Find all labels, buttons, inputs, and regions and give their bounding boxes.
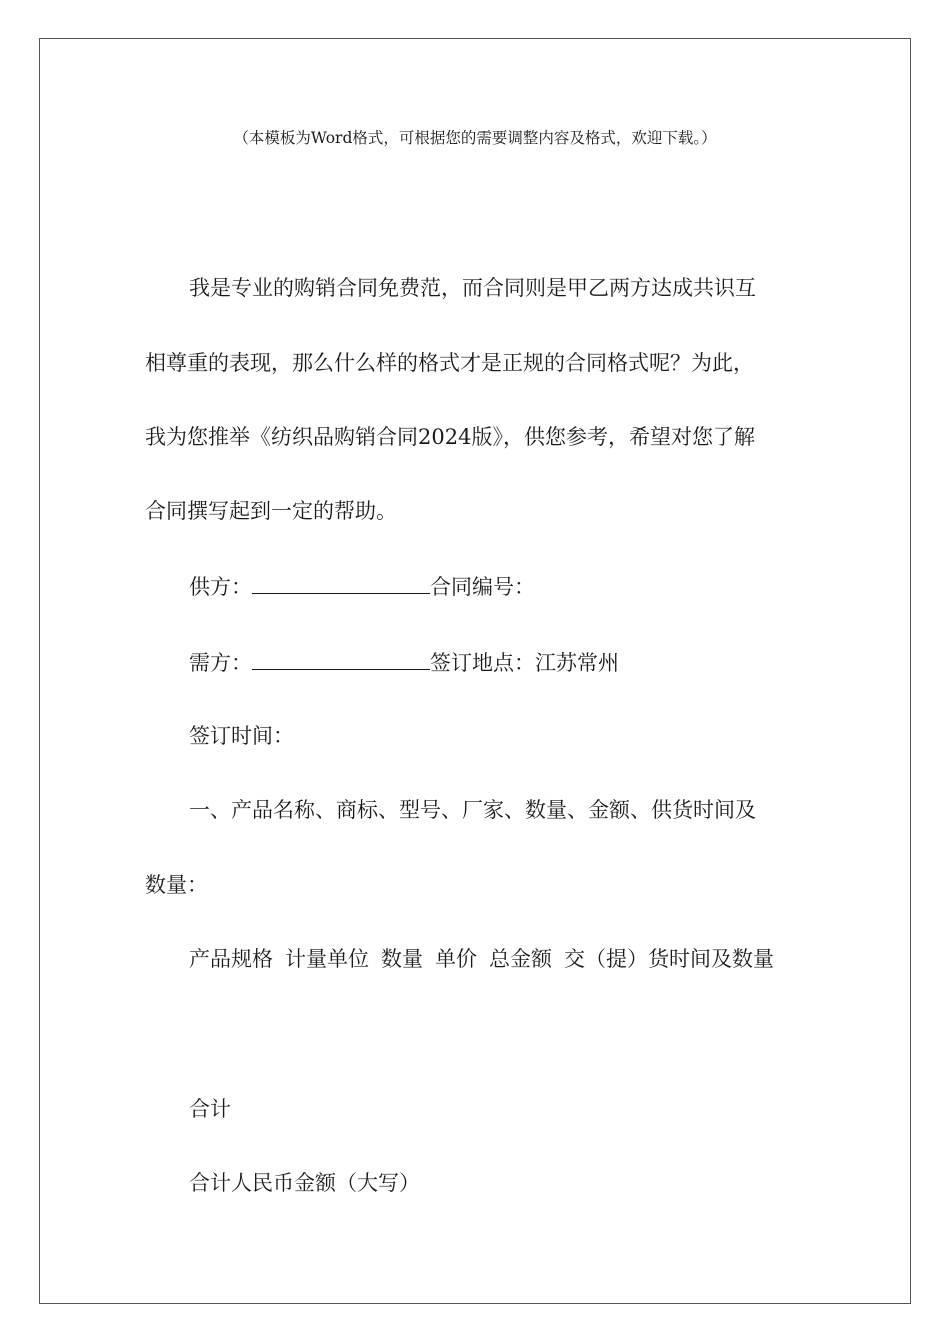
- sign-place-label: 签订地点：江苏常州: [430, 651, 619, 675]
- intro-line-3: 我为您推举《纺织品购销合同2024版》，供您参考，希望对您了解: [145, 425, 755, 449]
- sign-time-label: 签订时间：: [189, 724, 294, 748]
- header-total-amount: 总金额: [489, 947, 552, 971]
- total-rmb-label: 合计人民币金额（大写）: [189, 1171, 420, 1195]
- supplier-blank-field[interactable]: [252, 571, 430, 594]
- buyer-label: 需方：: [189, 651, 252, 675]
- total-label: 合计: [189, 1097, 231, 1121]
- intro-line-2: 相尊重的表现，那么什么样的格式才是正规的合同格式呢？为此，: [145, 351, 754, 375]
- template-note: （本模板为Word格式，可根据您的需要调整内容及格式，欢迎下载。）: [233, 129, 717, 147]
- contract-no-label: 合同编号：: [430, 575, 535, 599]
- intro-line-1: 我是专业的购销合同免费范，而合同则是甲乙两方达成共识互: [189, 276, 756, 300]
- header-delivery-time: 交（提）货时间及数量: [564, 947, 774, 971]
- supplier-label: 供方：: [189, 575, 252, 599]
- supplier-row: [189, 571, 535, 602]
- header-product-spec: 产品规格: [189, 947, 273, 971]
- product-table-header: [189, 944, 774, 974]
- section-1-title-line-2: 数量：: [145, 873, 208, 897]
- buyer-row: [189, 647, 619, 678]
- buyer-blank-field[interactable]: [252, 647, 430, 670]
- header-quantity: 数量: [381, 947, 423, 971]
- intro-line-4: 合同撰写起到一定的帮助。: [145, 499, 397, 523]
- section-1-title-line-1: 一、产品名称、商标、型号、厂家、数量、金额、供货时间及: [189, 798, 756, 822]
- header-unit-price: 单价: [435, 947, 477, 971]
- header-unit: 计量单位: [285, 947, 369, 971]
